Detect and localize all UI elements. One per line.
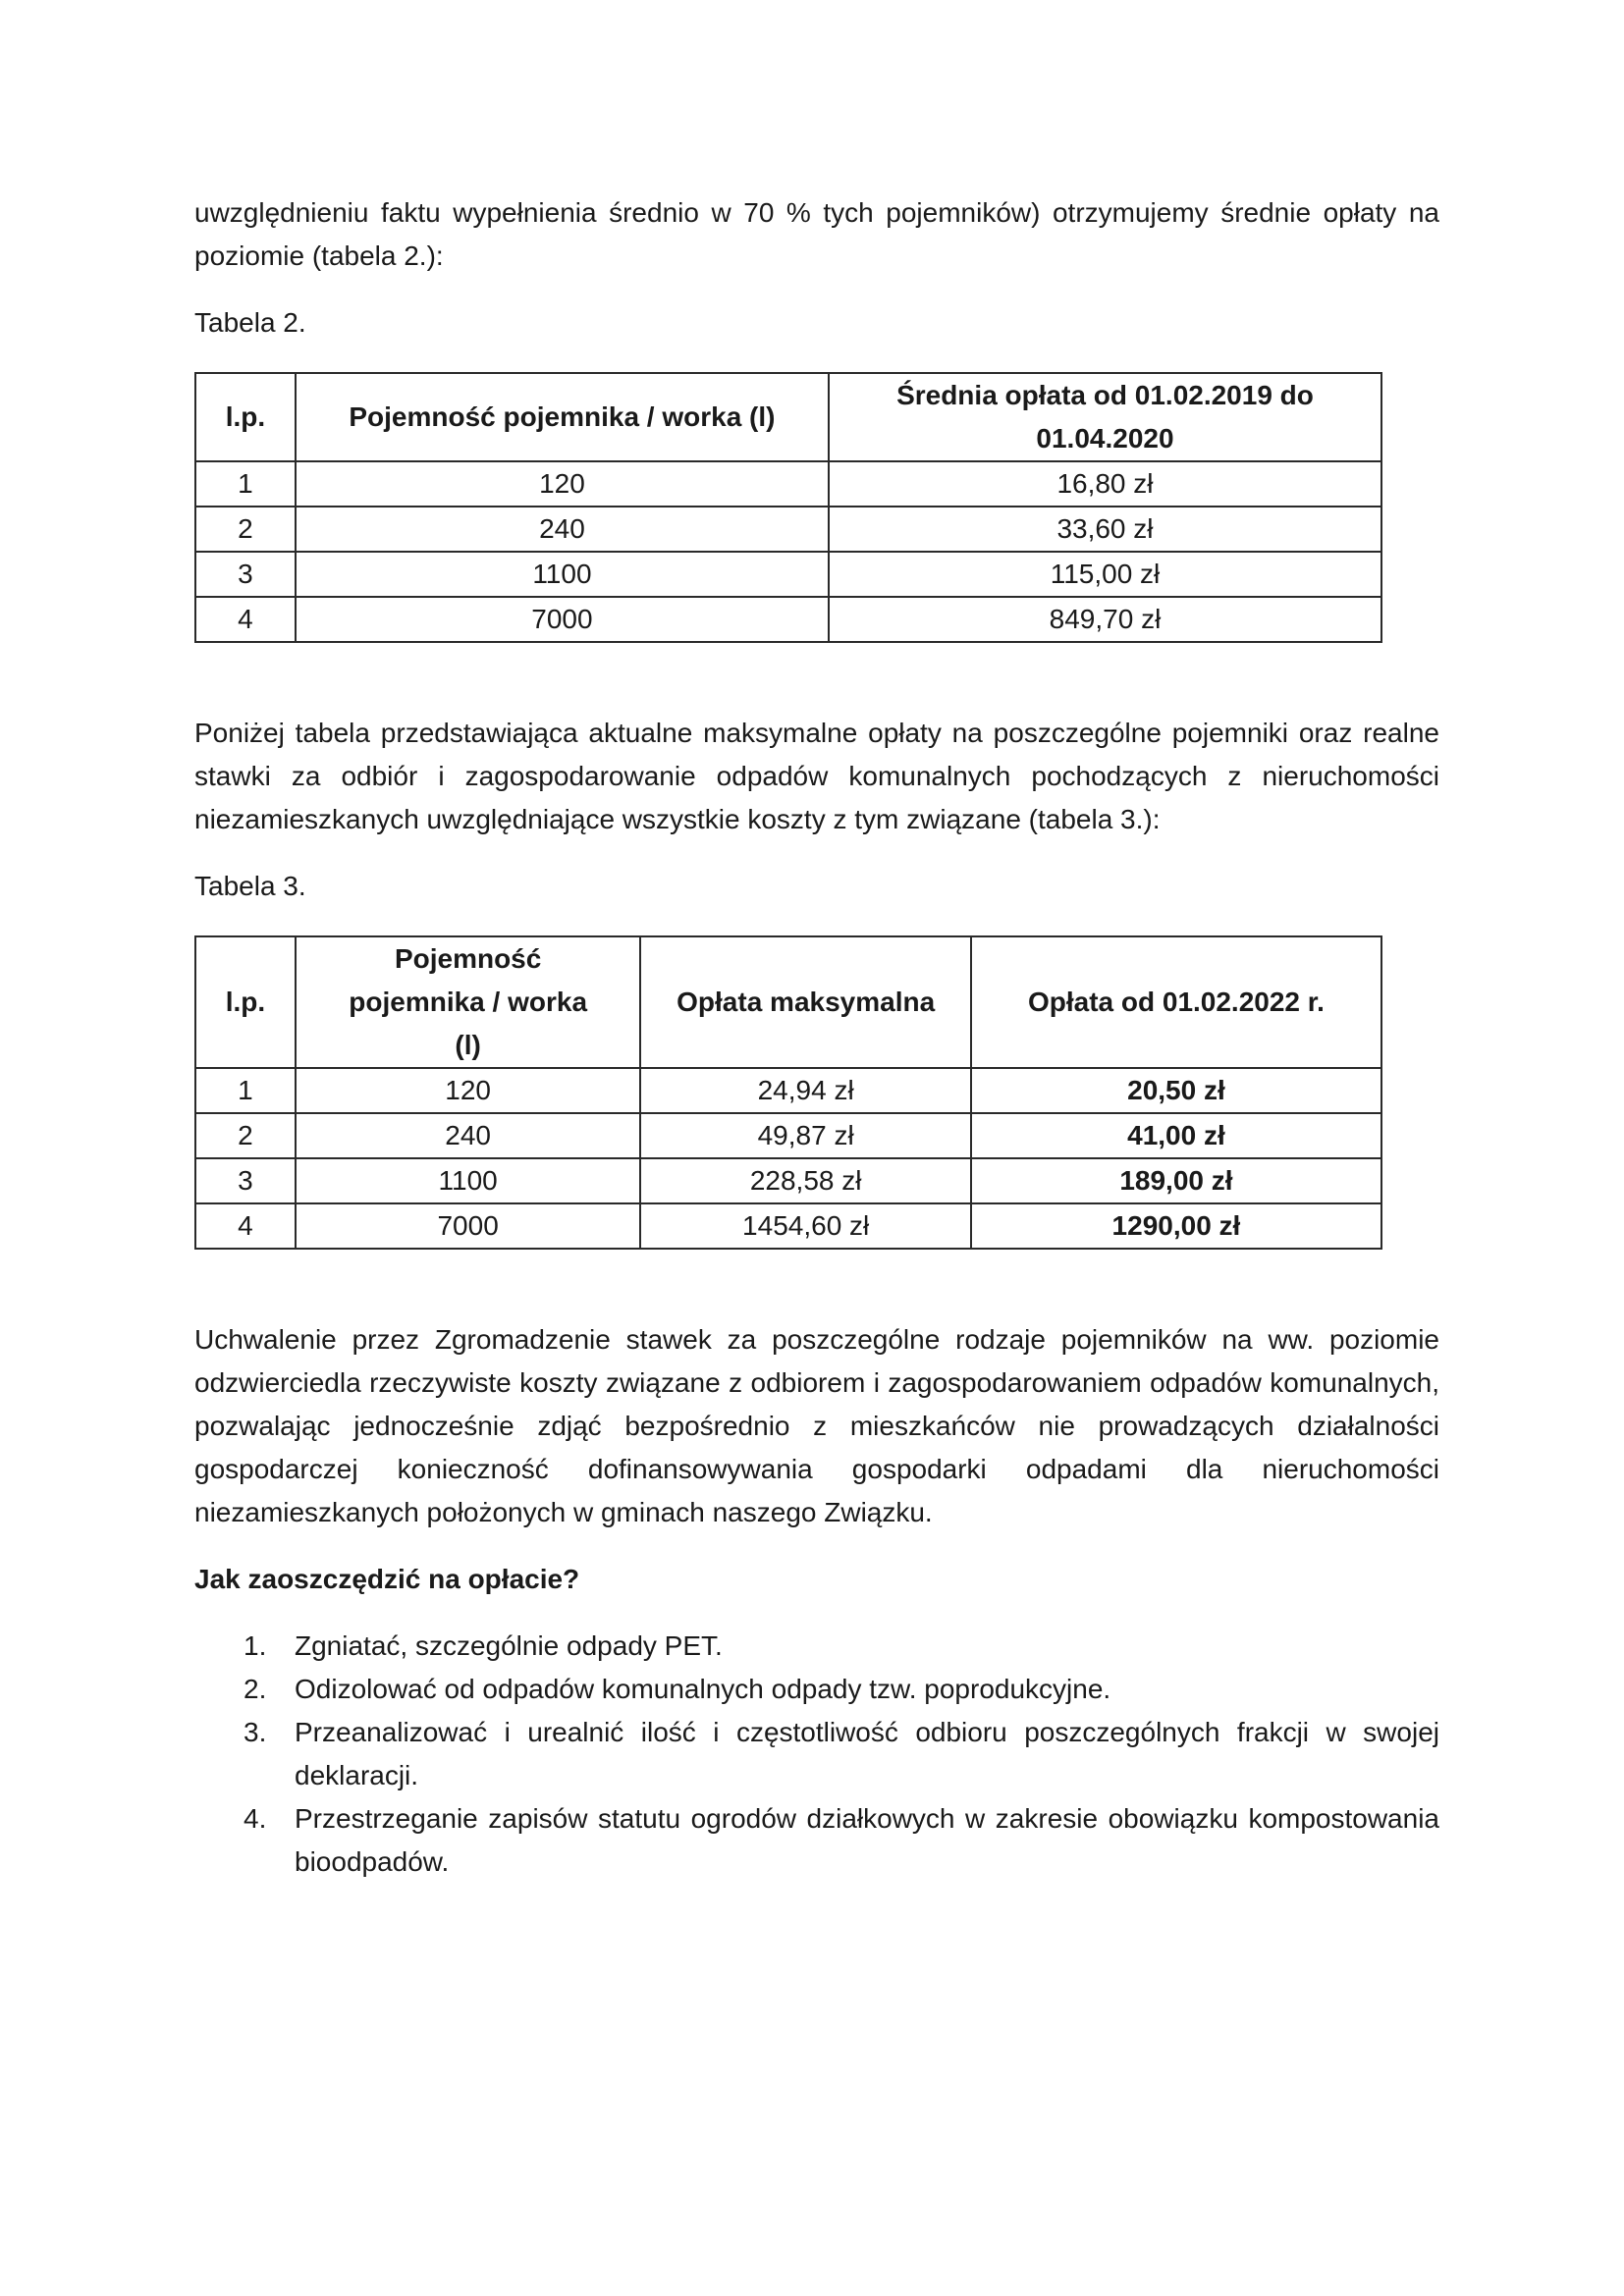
table-cell: 33,60 zł — [829, 507, 1381, 552]
table-cell: 3 — [195, 552, 296, 597]
table2-header-cell: Pojemność pojemnika / worka (l) — [296, 373, 829, 461]
list-item-text: Zgniatać, szczególnie odpady PET. — [295, 1630, 723, 1661]
list-item — [194, 1711, 1439, 1797]
table-cell: 849,70 zł — [829, 597, 1381, 642]
table-row — [195, 1068, 1381, 1113]
section-heading: Jak zaoszczędzić na opłacie? — [194, 1564, 580, 1594]
list-item — [194, 1625, 1439, 1668]
table-cell: 1100 — [296, 1158, 641, 1203]
table-cell: 49,87 zł — [640, 1113, 970, 1158]
table-row — [195, 552, 1381, 597]
table3-header-cell: l.p. — [195, 936, 296, 1068]
paragraph-2: Poniżej tabela przedstawiająca aktualne maksymalne opłaty na poszczególne pojemniki oraz realne stawki za odbiór i zagospodarowanie odpadów komunalnych pochodzących z nieruchomości niezamieszkanych uwzględniające wszystkie koszty z tym związane (tabela 3.): — [194, 718, 1439, 834]
table2 — [194, 372, 1382, 643]
table-row — [195, 1113, 1381, 1158]
list-item-text: Odizolować od odpadów komunalnych odpady tzw. poprodukcyjne. — [295, 1674, 1111, 1704]
table-row — [195, 507, 1381, 552]
table-cell-bold: 1290,00 zł — [971, 1203, 1381, 1249]
list-item-text: Przestrzeganie zapisów statutu ogrodów działkowych w zakresie obowiązku kompostowania bioodpadów. — [295, 1803, 1439, 1877]
table-cell: 1454,60 zł — [640, 1203, 970, 1249]
table3-caption: Tabela 3. — [194, 871, 306, 901]
table-cell: 1 — [195, 1068, 296, 1113]
table-row — [195, 597, 1381, 642]
list-item — [194, 1797, 1439, 1884]
table3 — [194, 935, 1382, 1250]
document-page — [194, 191, 1439, 1884]
table-cell: 1 — [195, 461, 296, 507]
list-item-text: Przeanalizować i urealnić ilość i częstotliwość odbioru poszczególnych frakcji w swojej deklaracji. — [295, 1717, 1439, 1790]
tips-list — [194, 1625, 1439, 1884]
table3-header-cell: Opłata maksymalna — [640, 936, 970, 1068]
table-cell-bold: 41,00 zł — [971, 1113, 1381, 1158]
table-cell: 4 — [195, 1203, 296, 1249]
list-item-number: 2. — [244, 1674, 267, 1704]
table-cell: 16,80 zł — [829, 461, 1381, 507]
table-cell: 120 — [296, 461, 829, 507]
table-row — [195, 1158, 1381, 1203]
list-item — [194, 1668, 1439, 1711]
table3-header-cell: Opłata od 01.02.2022 r. — [971, 936, 1381, 1068]
table2-header-row — [195, 373, 1381, 461]
table2-caption: Tabela 2. — [194, 307, 306, 338]
table-row — [195, 1203, 1381, 1249]
table-cell-bold: 20,50 zł — [971, 1068, 1381, 1113]
table-cell: 120 — [296, 1068, 641, 1113]
table-cell: 115,00 zł — [829, 552, 1381, 597]
table-cell: 2 — [195, 507, 296, 552]
table2-header-cell: l.p. — [195, 373, 296, 461]
intro-paragraph: uwzględnieniu faktu wypełnienia średnio w 70 % tych pojemników) otrzymujemy średnie opłaty na poziomie (tabela 2.): — [194, 197, 1439, 271]
list-item-number: 3. — [244, 1717, 267, 1747]
table-cell: 228,58 zł — [640, 1158, 970, 1203]
table-cell: 2 — [195, 1113, 296, 1158]
table-cell: 240 — [296, 507, 829, 552]
table-cell-bold: 189,00 zł — [971, 1158, 1381, 1203]
paragraph-3: Uchwalenie przez Zgromadzenie stawek za poszczególne rodzaje pojemników na ww. poziomie odzwierciedla rzeczywiste koszty związane z odbiorem i zagospodarowaniem odpadów komunalnych, pozwalając jednocześnie zdjąć bezpośrednio z mieszkańców nie prowadzących działalności gospodarczej konieczność dofinansowywania gospodarki odpadami dla nieruchomości niezamieszkanych położonych w gminach naszego Związku. — [194, 1324, 1439, 1527]
table-cell: 24,94 zł — [640, 1068, 970, 1113]
table2-header-cell: Średnia opłata od 01.02.2019 do 01.04.2020 — [829, 373, 1381, 461]
table-cell: 7000 — [296, 597, 829, 642]
list-item-number: 4. — [244, 1803, 267, 1834]
table-cell: 3 — [195, 1158, 296, 1203]
list-item-number: 1. — [244, 1630, 267, 1661]
table3-header-cell: Pojemność pojemnika / worka (l) — [296, 936, 641, 1068]
table-row — [195, 461, 1381, 507]
table-cell: 240 — [296, 1113, 641, 1158]
table-cell: 1100 — [296, 552, 829, 597]
table3-header-row — [195, 936, 1381, 1068]
table-cell: 7000 — [296, 1203, 641, 1249]
table-cell: 4 — [195, 597, 296, 642]
